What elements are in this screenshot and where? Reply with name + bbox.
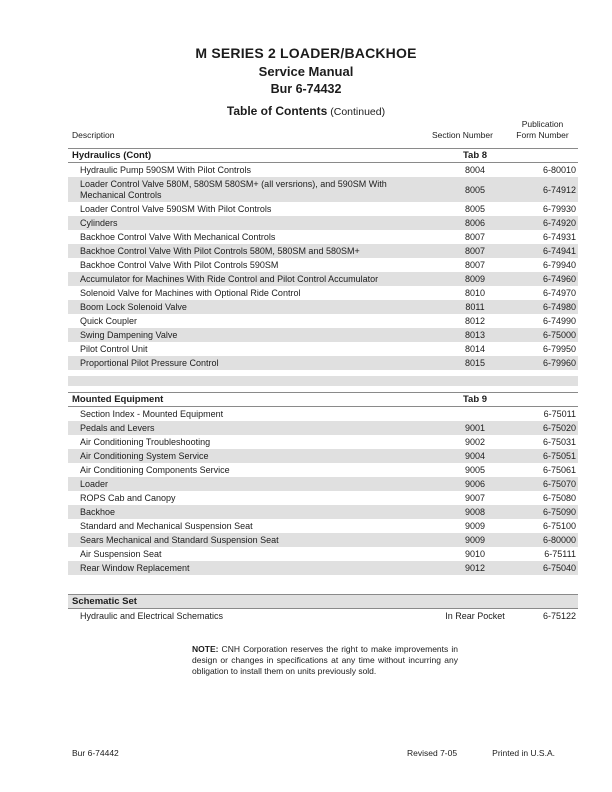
row-publication-number: 6-75000	[542, 330, 576, 340]
section-tab: Tab 8	[462, 150, 488, 161]
table-row	[68, 244, 578, 258]
manual-number: Bur 6-74432	[270, 82, 342, 96]
row-publication-number: 6-75122	[542, 611, 576, 621]
row-section-number: In Rear Pocket	[445, 611, 505, 621]
row-publication-number: 6-74920	[542, 218, 576, 228]
row-section-number: 9004	[464, 451, 486, 461]
row-section-number: 8015	[464, 358, 486, 368]
row-description: Loader	[80, 478, 109, 489]
footer-publication-number: Bur 6-74442	[72, 748, 119, 758]
table-row	[68, 533, 578, 547]
row-section-number: 8005	[464, 204, 486, 214]
section-name: Schematic Set	[72, 596, 137, 607]
row-section-number: 9001	[464, 423, 486, 433]
row-publication-number: 6-74970	[542, 288, 576, 298]
table-row	[68, 435, 578, 449]
row-section-number: 8004	[464, 165, 486, 175]
row-section-number: 8007	[464, 232, 486, 242]
row-description: Rear Window Replacement	[80, 562, 190, 573]
column-header-publication-line2: Form Number	[516, 129, 569, 140]
note-text: CNH Corporation reserves the right to make improvements in design or changes in specifications at any time without incurring any obligation to install them on units previously sold.	[192, 644, 458, 676]
row-publication-number: 6-75100	[542, 521, 576, 531]
row-section-number: 8007	[464, 260, 486, 270]
row-description: Hydraulic and Electrical Schematics	[80, 610, 224, 621]
table-row	[68, 407, 578, 421]
row-description: Backhoe Control Valve With Pilot Controls 580M, 580SM and 580SM+	[80, 245, 360, 256]
row-description: ROPS Cab and Canopy	[80, 492, 176, 503]
table-row	[68, 463, 578, 477]
row-publication-number: 6-75090	[542, 507, 576, 517]
row-description: Backhoe	[80, 506, 116, 517]
row-section-number: 8012	[464, 316, 486, 326]
toc-heading	[0, 103, 612, 120]
row-publication-number: 6-74931	[542, 232, 576, 242]
row-section-number: 9008	[464, 507, 486, 517]
note-paragraph	[192, 644, 458, 676]
note-label: NOTE:	[192, 644, 219, 654]
table-row	[68, 202, 578, 216]
table-row	[68, 163, 578, 177]
toc-heading-main: Table of Contents	[226, 104, 328, 118]
row-description: Swing Dampening Valve	[80, 329, 178, 340]
row-publication-number: 6-75011	[543, 409, 576, 419]
toc-heading-suffix: (Continued)	[327, 106, 386, 118]
column-header-section-number: Section Number	[432, 130, 493, 140]
table-row	[68, 505, 578, 519]
row-section-number: 8010	[464, 288, 486, 298]
table-row	[68, 286, 578, 300]
row-publication-number: 6-75111	[544, 549, 576, 559]
column-header-description: Description	[72, 130, 115, 140]
row-section-number: 8013	[464, 330, 486, 340]
section-divider-band	[68, 376, 578, 386]
section-header	[68, 148, 578, 163]
section-gap	[68, 575, 578, 594]
table-row	[68, 449, 578, 463]
row-description: Pilot Control Unit	[80, 343, 148, 354]
table-row	[68, 519, 578, 533]
title-block	[0, 44, 612, 120]
row-description: Quick Coupler	[80, 315, 138, 326]
row-publication-number: 6-75070	[542, 479, 576, 489]
row-section-number: 9009	[464, 521, 486, 531]
table-row	[68, 561, 578, 575]
toc-table	[68, 148, 578, 623]
table-row	[68, 230, 578, 244]
row-description: Accumulator for Machines With Ride Control and Pilot Control Accumulator	[80, 273, 379, 284]
row-description: Hydraulic Pump 590SM With Pilot Controls	[80, 164, 252, 175]
row-description: Proportional Pilot Pressure Control	[80, 357, 219, 368]
row-publication-number: 6-75080	[542, 493, 576, 503]
row-publication-number: 6-74960	[542, 274, 576, 284]
section-tab: Tab 9	[462, 394, 488, 405]
row-description: Pedals and Levers	[80, 422, 155, 433]
row-section-number: 9010	[464, 549, 486, 559]
table-row	[68, 342, 578, 356]
row-section-number: 9009	[464, 535, 486, 545]
column-header-publication	[495, 119, 590, 140]
row-publication-number: 6-75061	[542, 465, 576, 475]
row-description: Air Suspension Seat	[80, 548, 162, 559]
row-section-number: 8009	[464, 274, 486, 284]
row-section-number: 9007	[464, 493, 486, 503]
section-name: Mounted Equipment	[72, 394, 164, 405]
row-description: Air Conditioning Components Service	[80, 464, 230, 475]
row-publication-number: 6-79960	[542, 358, 576, 368]
row-publication-number: 6-79940	[542, 260, 576, 270]
section-name: Hydraulics (Cont)	[72, 150, 152, 161]
row-description: Loader Control Valve 590SM With Pilot Controls	[80, 203, 272, 214]
row-section-number: 8005	[464, 184, 486, 195]
row-publication-number: 6-75031	[542, 437, 576, 447]
row-publication-number: 6-74912	[542, 184, 576, 195]
row-description: Air Conditioning System Service	[80, 450, 209, 461]
row-description: Backhoe Control Valve With Pilot Controls 590SM	[80, 259, 279, 270]
row-description: Boom Lock Solenoid Valve	[80, 301, 187, 312]
row-section-number: 8011	[465, 302, 485, 312]
table-row	[68, 314, 578, 328]
table-row	[68, 258, 578, 272]
table-row	[68, 328, 578, 342]
row-section-number: 9006	[464, 479, 486, 489]
table-row	[68, 216, 578, 230]
row-description: Backhoe Control Valve With Mechanical Controls	[80, 231, 276, 242]
table-row	[68, 547, 578, 561]
column-header-publication-line1: Publication	[521, 119, 564, 129]
table-row	[68, 356, 578, 370]
table-row	[68, 421, 578, 435]
row-publication-number: 6-74941	[542, 246, 576, 256]
section-header	[68, 392, 578, 407]
row-section-number: 9002	[464, 437, 486, 447]
row-publication-number: 6-75051	[542, 451, 576, 461]
row-section-number: 8014	[464, 344, 486, 354]
row-publication-number: 6-79950	[542, 344, 576, 354]
row-section-number: 9012	[464, 563, 486, 573]
table-row	[68, 272, 578, 286]
manual-subtitle: Service Manual	[258, 64, 354, 79]
row-publication-number: 6-80010	[542, 165, 576, 175]
row-description: Sears Mechanical and Standard Suspension Seat	[80, 534, 279, 545]
row-description: Air Conditioning Troubleshooting	[80, 436, 211, 447]
table-row	[68, 609, 578, 623]
row-description: Section Index - Mounted Equipment	[80, 408, 224, 419]
row-publication-number: 6-74980	[542, 302, 576, 312]
footer-revision: Revised 7-05	[407, 748, 458, 758]
row-publication-number: 6-79930	[542, 204, 576, 214]
row-section-number: 9005	[464, 465, 486, 475]
row-section-number: 8007	[464, 246, 486, 256]
row-section-number: 8006	[464, 218, 486, 228]
footer-printed-in: Printed in U.S.A.	[492, 748, 555, 758]
section-header	[68, 594, 578, 609]
table-row	[68, 177, 578, 202]
table-row	[68, 300, 578, 314]
row-description: Standard and Mechanical Suspension Seat	[80, 520, 253, 531]
table-row	[68, 491, 578, 505]
row-publication-number: 6-80000	[542, 535, 576, 545]
table-row	[68, 477, 578, 491]
row-publication-number: 6-75040	[542, 563, 576, 573]
row-publication-number: 6-75020	[542, 423, 576, 433]
row-publication-number: 6-74990	[542, 316, 576, 326]
manual-title: M SERIES 2 LOADER/BACKHOE	[195, 45, 417, 61]
row-description: Solenoid Valve for Machines with Optional Ride Control	[80, 287, 301, 298]
row-description: Cylinders	[80, 217, 118, 228]
row-description: Loader Control Valve 580M, 580SM 580SM+ (all versrions), and 590SM With Mechanical Controls	[80, 178, 387, 200]
